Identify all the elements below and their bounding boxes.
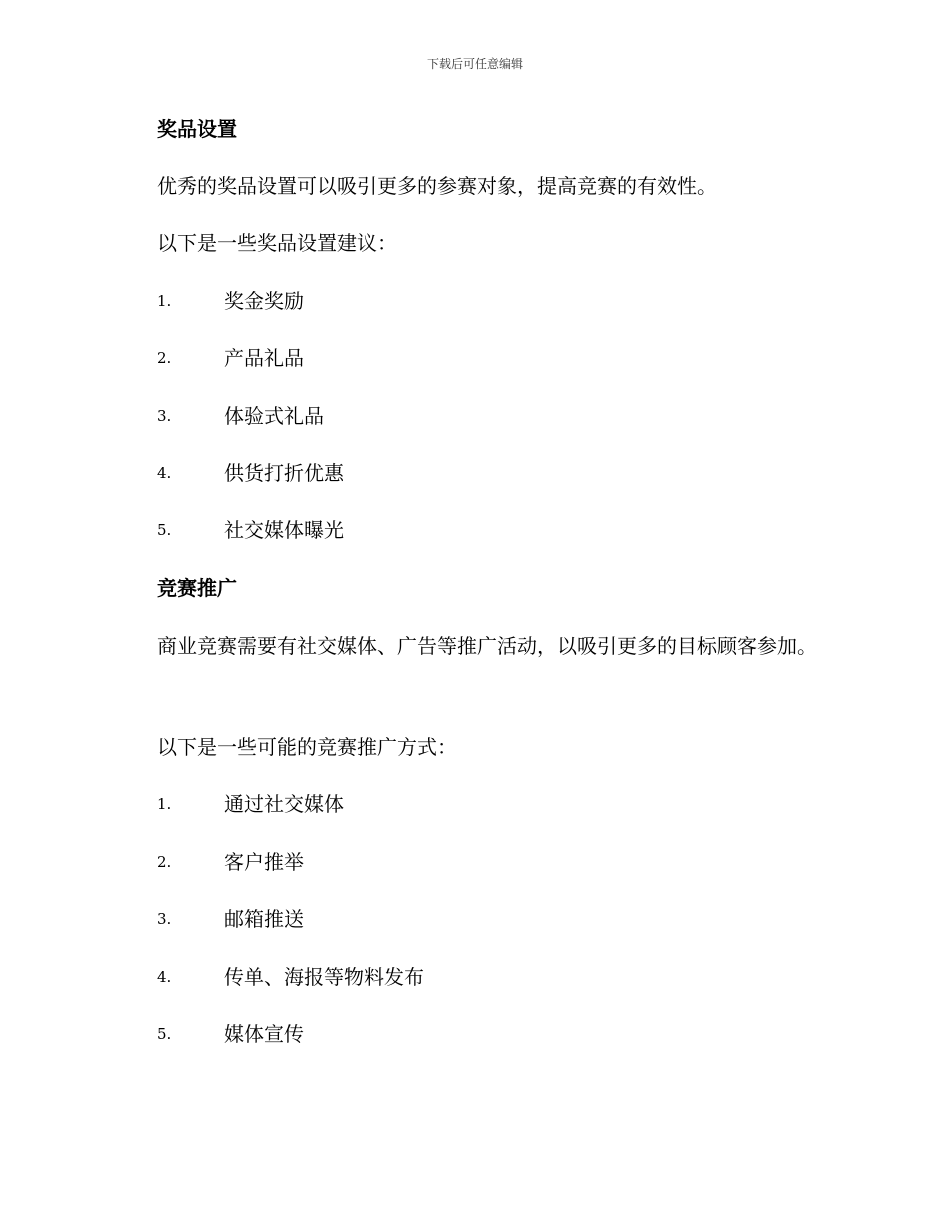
header-note: 下载后可任意编辑 [426,57,523,71]
section-intro-prizes: 优秀的奖品设置可以吸引更多的参赛对象，提高竞赛的有效性。 [157,174,717,198]
list-text: 产品礼品 [224,346,304,370]
list-text: 奖金奖励 [224,289,304,313]
list-text: 邮箱推送 [224,907,304,931]
list-text: 客户推举 [224,850,304,874]
list-text: 传单、海报等物料发布 [224,965,424,989]
list-number: 4. [157,464,172,482]
list-text: 体验式礼品 [224,404,324,428]
section-title-promotion: 竞赛推广 [157,576,237,600]
section-lead-prizes: 以下是一些奖品设置建议： [157,231,397,255]
list-number: 5. [157,1025,172,1043]
list-number: 2. [157,853,172,871]
list-number: 5. [157,521,172,539]
list-number: 1. [157,795,172,813]
list-number: 3. [157,910,172,928]
list-number: 4. [157,968,172,986]
list-number: 1. [157,292,172,310]
list-text: 供货打折优惠 [224,461,344,485]
list-text: 媒体宣传 [224,1022,304,1046]
list-number: 2. [157,349,172,367]
list-text: 社交媒体曝光 [224,518,344,542]
list-number: 3. [157,407,172,425]
section-intro-promotion: 商业竞赛需要有社交媒体、广告等推广活动，以吸引更多的目标顾客参加。 [157,634,817,658]
list-text: 通过社交媒体 [224,792,344,816]
section-lead-promotion: 以下是一些可能的竞赛推广方式： [157,735,457,759]
section-title-prizes: 奖品设置 [157,117,237,141]
